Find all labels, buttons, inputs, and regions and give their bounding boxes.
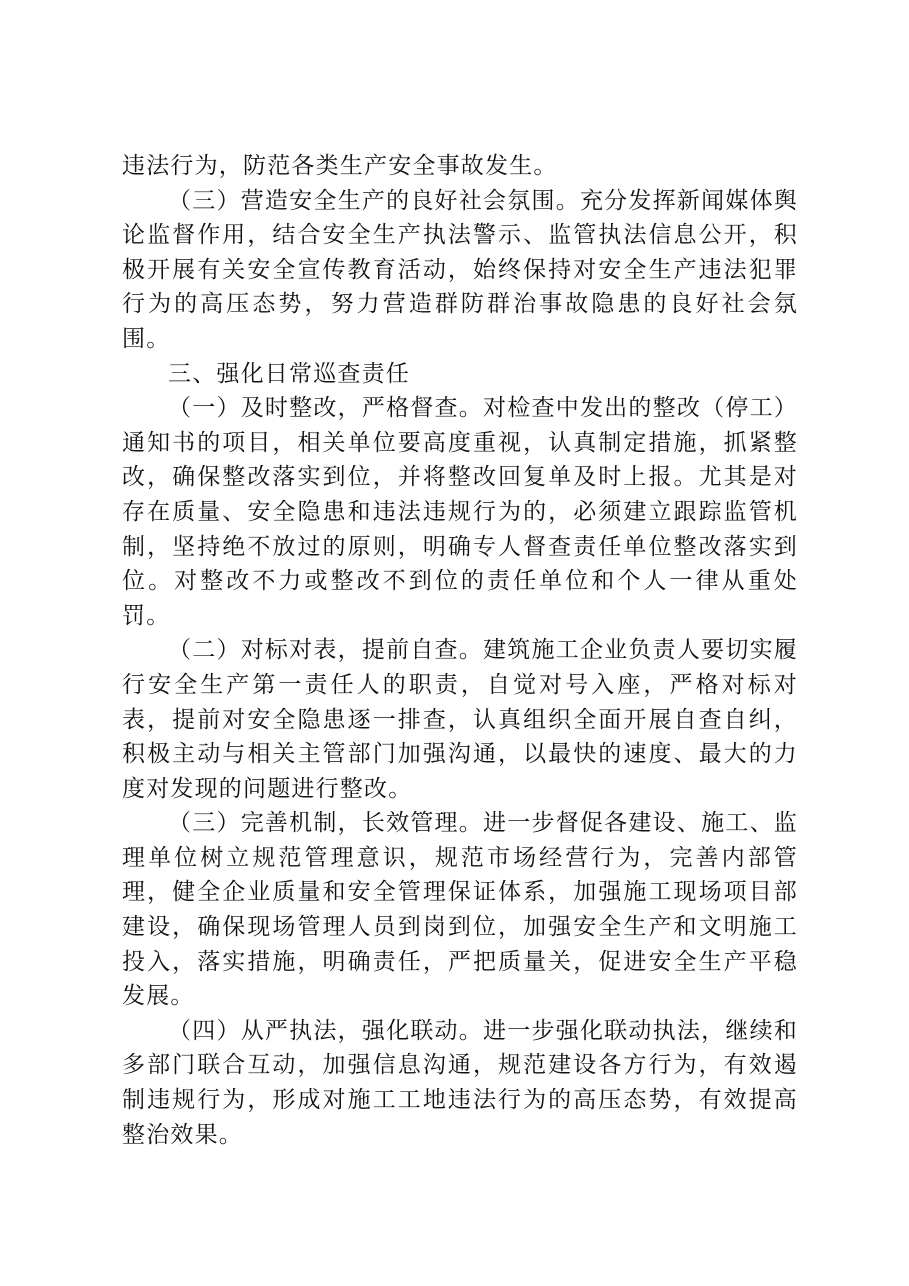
paragraph-long-term-management: （三）完善机制，长效管理。进一步督促各建设、施工、监理单位树立规范管理意识，规范市场经营行为，完善内部管理，健全企业质量和安全管理保证体系，加强施工现场项目部建设，确保现场管理人员到岗到位，加强安全生产和文明施工投入，落实措施，明确责任，严把质量关，促进安全生产平稳发展。 — [122, 810, 798, 1010]
paragraph-social-atmosphere: （三）营造安全生产的良好社会氛围。充分发挥新闻媒体舆论监督作用，结合安全生产执法警示、监管执法信息公开，积极开展有关安全宣传教育活动，始终保持对安全生产违法犯罪行为的高压态势，努力营造群防群治事故隐患的良好社会氛围。 — [122, 187, 798, 352]
paragraph-continuation: 违法行为，防范各类生产安全事故发生。 — [122, 153, 558, 179]
paragraph-self-inspection: （二）对标对表，提前自查。建筑施工企业负责人要切实履行安全生产第一责任人的职责，自觉对号入座，严格对标对表，提前对安全隐患逐一排查，认真组织全面开展自查自纠，积极主动与相关主管部门加强沟通，以最快的速度、最大的力度对发现的问题进行整改。 — [122, 637, 798, 802]
paragraph-timely-rectification: （一）及时整改，严格督查。对检查中发出的整改（停工）通知书的项目，相关单位要高度重视，认真制定措施，抓紧整改，确保整改落实到位，并将整改回复单及时上报。尤其是对存在质量、安全隐患和违法违规行为的，必须建立跟踪监管机制，坚持绝不放过的原则，明确专人督查责任单位整改落实到位。对整改不力或整改不到位的责任单位和个人一律从重处罚。 — [122, 395, 798, 629]
paragraph-strict-enforcement: （四）从严执法，强化联动。进一步强化联动执法，继续和多部门联合互动，加强信息沟通，规范建设各方行为，有效遏制违规行为，形成对施工工地违法行为的高压态势，有效提高整治效果。 — [122, 1017, 798, 1148]
section-heading-daily-inspection: 三、强化日常巡查责任 — [168, 360, 410, 387]
document-body — [122, 149, 798, 1152]
